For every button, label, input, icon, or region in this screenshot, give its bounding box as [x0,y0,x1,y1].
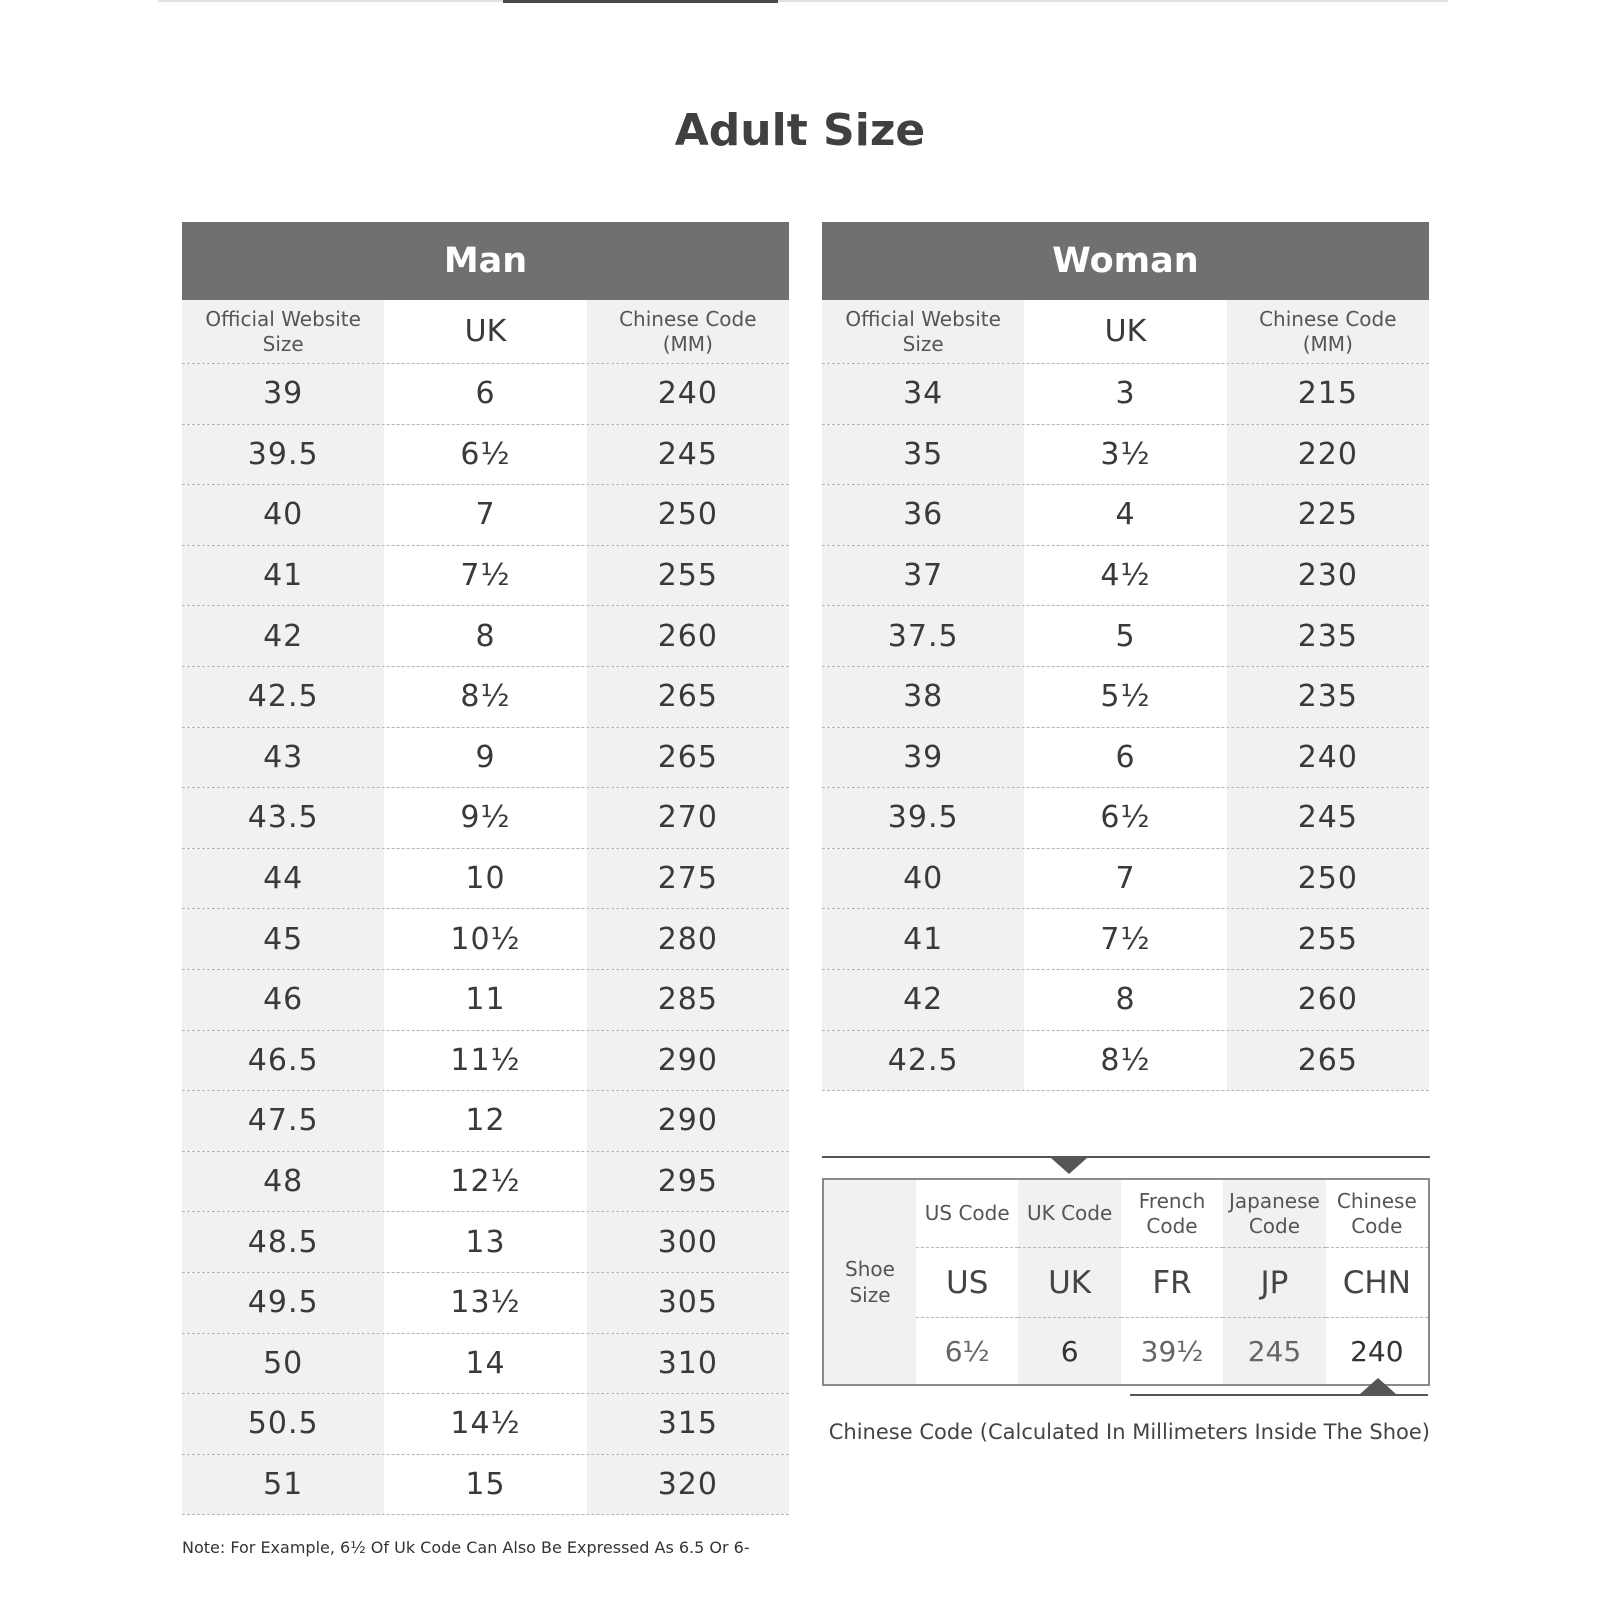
uk-cell: 3 [1024,364,1226,424]
uk-cell: 10 [384,849,586,909]
uk-cell: 4 [1024,485,1226,545]
legend-value: 6½ [944,1334,990,1368]
legend-column-fr [1121,1180,1223,1384]
uk-cell: 13 [384,1212,586,1272]
table-row [822,485,1429,546]
chinese-code-cell: 295 [587,1152,789,1212]
legend-column-us [916,1180,1018,1384]
legend-row-label: Shoe Size [824,1180,916,1384]
table-row [182,1334,789,1395]
chinese-code-cell: 250 [587,485,789,545]
official-size-cell: 44 [182,849,384,909]
official-size-cell: 48 [182,1152,384,1212]
legend-header: Chinese Code [1326,1180,1428,1248]
top-divider-accent [503,0,778,3]
page-title: Adult Size [674,105,926,156]
table-row [182,1091,789,1152]
official-size-cell: 40 [182,485,384,545]
chinese-code-cell: 265 [587,728,789,788]
legend-column-jp [1223,1180,1325,1384]
uk-cell: 11½ [384,1031,586,1091]
table-row [182,849,789,910]
uk-cell: 9 [384,728,586,788]
chinese-code-cell: 310 [587,1334,789,1394]
legend-column-chn [1326,1180,1428,1384]
size-code-legend [822,1178,1430,1386]
official-size-cell: 36 [822,485,1024,545]
official-size-cell: 42 [822,970,1024,1030]
uk-cell: 14 [384,1334,586,1394]
uk-cell: 6½ [384,425,586,485]
table-row [182,606,789,667]
table-row [182,1455,789,1516]
column-header-chinese-code: Chinese Code (MM) [587,300,789,363]
official-size-cell: 39 [182,364,384,424]
table-row [182,788,789,849]
chinese-code-cell: 215 [1227,364,1429,424]
chinese-code-cell: 285 [587,970,789,1030]
woman-column-headers [822,300,1429,364]
official-size-cell: 50.5 [182,1394,384,1454]
table-row [822,364,1429,425]
legend-value: 39½ [1140,1334,1204,1368]
chinese-code-cell: 265 [1227,1031,1429,1091]
uk-cell: 15 [384,1455,586,1515]
table-row [822,849,1429,910]
table-row [182,1273,789,1334]
footnote: Note: For Example, 6½ Of Uk Code Can Also Be Expressed As 6.5 Or 6- [182,1538,750,1557]
uk-cell: 6 [1024,728,1226,788]
official-size-cell: 35 [822,425,1024,485]
uk-cell: 8½ [384,667,586,727]
chinese-code-cell: 300 [587,1212,789,1272]
column-header-uk: UK [1024,300,1226,363]
official-size-cell: 45 [182,909,384,969]
table-row [822,425,1429,486]
uk-cell: 12 [384,1091,586,1151]
man-table-heading: Man [182,222,789,300]
column-header-official-size: Official Website Size [182,300,384,363]
legend-abbr: US [916,1248,1018,1318]
legend-abbr: CHN [1326,1248,1428,1318]
legend-header: Japanese Code [1223,1180,1325,1248]
legend-abbr: JP [1223,1248,1325,1318]
top-divider [158,0,1448,2]
table-row [182,1394,789,1455]
official-size-cell: 42 [182,606,384,666]
chinese-code-cell: 315 [587,1394,789,1454]
legend-value: 6 [1060,1334,1079,1368]
uk-cell: 10½ [384,909,586,969]
table-row [822,667,1429,728]
official-size-cell: 37 [822,546,1024,606]
official-size-cell: 48.5 [182,1212,384,1272]
uk-cell: 7½ [384,546,586,606]
table-row [182,1031,789,1092]
chinese-code-cell: 305 [587,1273,789,1333]
uk-cell: 5 [1024,606,1226,666]
table-row [822,728,1429,789]
arrow-down-icon [1051,1158,1087,1174]
chinese-code-cell: 255 [587,546,789,606]
uk-cell: 6 [384,364,586,424]
column-header-official-size: Official Website Size [822,300,1024,363]
chinese-code-cell: 260 [1227,970,1429,1030]
chinese-code-cell: 290 [587,1091,789,1151]
table-row [182,425,789,486]
table-row [822,546,1429,607]
column-header-uk: UK [384,300,586,363]
table-row [822,606,1429,667]
table-row [822,1031,1429,1092]
column-header-chinese-code: Chinese Code (MM) [1227,300,1429,363]
chinese-code-cell: 275 [587,849,789,909]
legend-caption: Chinese Code (Calculated In Millimeters Inside The Shoe) [828,1420,1430,1444]
legend-header: French Code [1121,1180,1223,1248]
table-row [182,970,789,1031]
table-row [822,909,1429,970]
table-row [182,364,789,425]
chinese-code-cell: 245 [587,425,789,485]
uk-cell: 7½ [1024,909,1226,969]
table-row [182,1212,789,1273]
chinese-code-cell: 280 [587,909,789,969]
chinese-code-cell: 240 [587,364,789,424]
chinese-code-cell: 270 [587,788,789,848]
uk-cell: 7 [1024,849,1226,909]
chinese-code-cell: 220 [1227,425,1429,485]
chinese-code-cell: 225 [1227,485,1429,545]
official-size-cell: 42.5 [822,1031,1024,1091]
legend-value: 240 [1350,1334,1404,1368]
table-row [822,788,1429,849]
legend-column-uk [1018,1180,1120,1384]
official-size-cell: 42.5 [182,667,384,727]
legend-value: 245 [1247,1334,1302,1368]
uk-cell: 5½ [1024,667,1226,727]
chinese-code-cell: 255 [1227,909,1429,969]
chinese-code-cell: 230 [1227,546,1429,606]
chinese-code-cell: 245 [1227,788,1429,848]
table-row [182,909,789,970]
chinese-code-cell: 260 [587,606,789,666]
uk-cell: 8 [1024,970,1226,1030]
official-size-cell: 41 [182,546,384,606]
uk-cell: 6½ [1024,788,1226,848]
man-rows [182,364,789,1515]
official-size-cell: 40 [822,849,1024,909]
table-row [182,1152,789,1213]
man-size-table [182,222,789,1515]
chinese-code-cell: 265 [587,667,789,727]
official-size-cell: 37.5 [822,606,1024,666]
chinese-code-cell: 235 [1227,606,1429,666]
legend-top-rule [822,1156,1430,1158]
woman-size-table [822,222,1429,1091]
uk-cell: 11 [384,970,586,1030]
official-size-cell: 43 [182,728,384,788]
chinese-code-cell: 235 [1227,667,1429,727]
official-size-cell: 46.5 [182,1031,384,1091]
legend-header: US Code [916,1180,1018,1248]
uk-cell: 12½ [384,1152,586,1212]
official-size-cell: 34 [822,364,1024,424]
legend-bottom-rule [1130,1394,1428,1396]
table-row [182,485,789,546]
chinese-code-cell: 240 [1227,728,1429,788]
uk-cell: 3½ [1024,425,1226,485]
table-row [182,667,789,728]
legend-abbr: UK [1018,1248,1120,1318]
uk-cell: 14½ [384,1394,586,1454]
uk-cell: 8 [384,606,586,666]
official-size-cell: 47.5 [182,1091,384,1151]
uk-cell: 13½ [384,1273,586,1333]
chinese-code-cell: 290 [587,1031,789,1091]
official-size-cell: 39.5 [182,425,384,485]
uk-cell: 4½ [1024,546,1226,606]
woman-rows [822,364,1429,1091]
official-size-cell: 39 [822,728,1024,788]
official-size-cell: 50 [182,1334,384,1394]
table-row [182,546,789,607]
official-size-cell: 41 [822,909,1024,969]
legend-abbr: FR [1121,1248,1223,1318]
official-size-cell: 39.5 [822,788,1024,848]
official-size-cell: 49.5 [182,1273,384,1333]
uk-cell: 8½ [1024,1031,1226,1091]
chinese-code-cell: 320 [587,1455,789,1515]
woman-table-heading: Woman [822,222,1429,300]
uk-cell: 7 [384,485,586,545]
official-size-cell: 51 [182,1455,384,1515]
legend-header: UK Code [1018,1180,1120,1248]
official-size-cell: 43.5 [182,788,384,848]
arrow-up-icon [1360,1378,1396,1394]
table-row [822,970,1429,1031]
chinese-code-cell: 250 [1227,849,1429,909]
official-size-cell: 46 [182,970,384,1030]
man-column-headers [182,300,789,364]
table-row [182,728,789,789]
uk-cell: 9½ [384,788,586,848]
official-size-cell: 38 [822,667,1024,727]
